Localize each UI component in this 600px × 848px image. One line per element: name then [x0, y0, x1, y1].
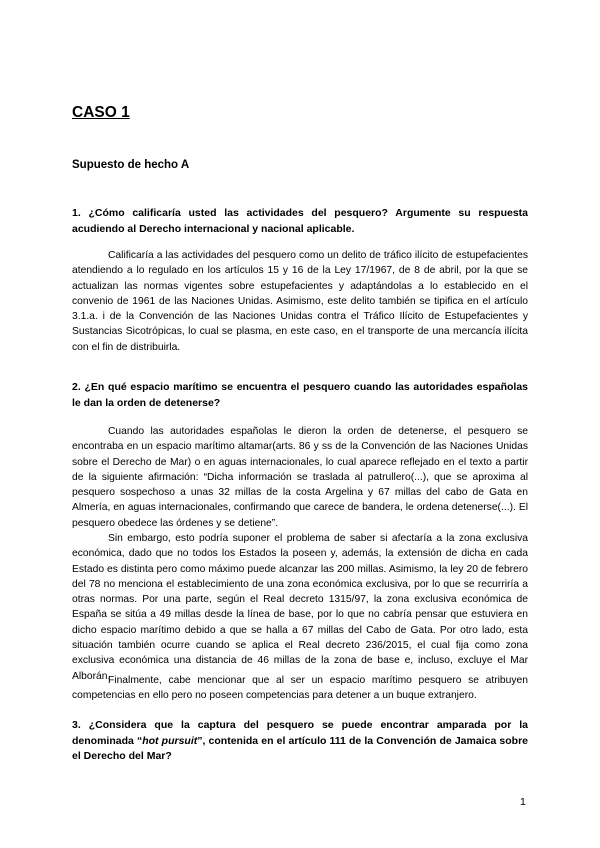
question-3: [72, 718, 528, 765]
answer-2-paragraph-1: Cuando las autoridades españolas le dieron la orden de detenerse, el pesquero se encontraba en un espacio marítimo altamar(arts. 86 y ss de la Convención de las Naciones Unidas sobre el Derecho de Mar) o en aguas internacionales, lo cual aparece reflejado en el texto a partir de la siguiente afirmación: “Dicha información se traslada al patrullero(...), que se aproxima al pesquero sospechoso a unas 32 millas de la costa Argelina y 67 millas del cabo de Gata en Almería, en aguas internacionales, confirmando que carece de bandera, le ordena detenerse(...). El pesquero obedece las órdenes y se detiene”.: [72, 426, 528, 529]
answer-1: Calificaría a las actividades del pesquero como un delito de tráfico ilícito de estupefacientes atendiendo a lo regulado en los artículos 15 y 16 de la Ley 17/1967, de 8 de abril, por la que se actualizan las normas vigentes sobre estupefacientes y adaptándolas a lo establecido en el convenio de 1961 de las Naciones Unidas. Asimismo, este delito también se tipifica en el artículo 3.1.a. i de la Convención de las Naciones Unidas contra el Tráfico Ilícito de Estupefacientes y Sustancias Sicotrópicas, lo cual se plasma, en este caso, en el transporte de una mercancía ilícita con el fin de distribuirla.: [72, 250, 528, 353]
answer-2-paragraph-2: Sin embargo, esto podría suponer el problema de saber si afectaría a la zona exclusiva económica, dado que no todos los Estados la poseen y, además, la extensión de dicha en cada Estado es distinta pero como máximo puede alcanzar las 200 millas. Asimismo, la ley 20 de febrero del 78 no menciona el establecimiento de una zona económica exclusiva, por lo que se recurriría a otras normas. Por una parte, según el Real decreto 1315/97, la zona exclusiva económica de España se sitúa a 49 millas desde la línea de base, por lo que no cabría pensar que estuviera en dicho espacio marítimo debido a que se halla a 67 millas del Cabo de Gata. Por otro lado, esta situación también ocurre cuando se aplica el Real decreto 236/2015, el cual fija como zona exclusiva económica una distancia de 46 millas de la zona de base e, incluso, excluye el Mar Alborán.: [72, 533, 528, 682]
question-1: 1. ¿Cómo calificaría usted las actividades del pesquero? Argumente su respuesta acudiendo al Derecho internacional y nacional aplicable.: [72, 207, 528, 235]
answer-2-paragraph-3: Finalmente, cabe mencionar que al ser un espacio marítimo pesquero se atribuyen competencias en ello pero no poseen competencias para detener a un buque extranjero.: [72, 675, 528, 702]
question-3-text-end: ”, contenida en el artículo 111 de la Convención de Jamaica sobre el Derecho del Mar?: [72, 734, 528, 762]
case-title: CASO 1: [72, 104, 130, 121]
question-3-term: hot pursuit: [142, 734, 198, 747]
page-number: 1: [520, 796, 526, 808]
case-subtitle: Supuesto de hecho A: [72, 159, 190, 171]
question-3-text-start: 3. ¿Considera que la captura del pesquero se puede encontrar amparada por la denominada “: [72, 719, 528, 747]
question-2: 2. ¿En qué espacio marítimo se encuentra el pesquero cuando las autoridades españolas le dan la orden de detenerse?: [72, 381, 528, 409]
